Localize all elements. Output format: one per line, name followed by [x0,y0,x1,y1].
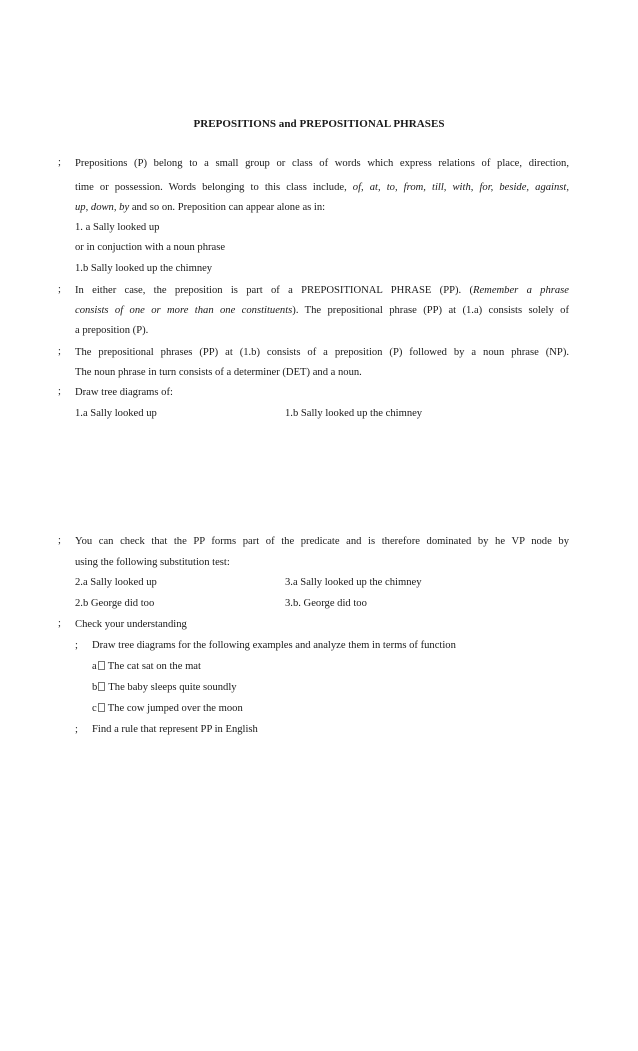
bullet: ; [58,535,61,546]
example-sentence: 1.b Sally looked up the chimney [285,408,423,419]
example-sentence: 1.a Sally looked up [75,408,157,419]
paragraph-line: Find a rule that represent PP in English [92,724,258,735]
checkbox-glyph-icon [98,661,105,670]
paragraph-line: or in conjuction with a noun phrase [75,242,226,253]
bullet: ; [58,346,61,357]
bullet: ; [58,618,61,629]
paragraph-line: consists of one or more than one constituents). The prepositional phrase (PP) at (1.a) consists solely of [75,305,569,316]
example-sentence: 2.b George did too [75,598,155,609]
example-sentence: 1. a Sally looked up [75,222,160,233]
paragraph-line: You can check that the PP forms part of the predicate and is therefore dominated by he VP node by [75,536,569,547]
paragraph-line: Check your understanding [75,619,187,630]
example-sentence: 3.b. George did too [285,598,367,609]
example-sentence: 1.b Sally looked up the chimney [75,263,213,274]
list-item: a The cat sat on the mat [92,661,201,672]
paragraph-line: The noun phrase in turn consists of a determiner (DET) and a noun. [75,367,362,378]
example-sentence: 3.a Sally looked up the chimney [285,577,422,588]
bullet: ; [58,386,61,397]
paragraph-line: Draw tree diagrams for the following examples and analyze them in terms of function [92,640,456,651]
paragraph-line: The prepositional phrases (PP) at (1.b) consists of a preposition (P) followed by a noun phrase (NP). [75,347,569,358]
paragraph-line: using the following substitution test: [75,557,230,568]
list-item: b The baby sleeps quite soundly [92,682,237,693]
bullet: ; [58,284,61,295]
bullet: ; [75,640,78,651]
bullet: ; [75,724,78,735]
page-title: PREPOSITIONS and PREPOSITIONAL PHRASES [193,118,445,130]
paragraph-line: Prepositions (P) belong to a small group or class of words which express relations of place, direction, [75,158,569,169]
paragraph-line: Draw tree diagrams of: [75,387,173,398]
paragraph-line: up, down, by and so on. Preposition can appear alone as in: [75,202,326,213]
paragraph-line: a preposition (P). [75,325,149,336]
bullet: ; [58,157,61,168]
list-item: c The cow jumped over the moon [92,703,243,714]
paragraph-line: time or possession. Words belonging to this class include, of, at, to, from, till, with, for, beside, against, [75,182,569,193]
checkbox-glyph-icon [98,703,105,712]
checkbox-glyph-icon [98,682,105,691]
example-sentence: 2.a Sally looked up [75,577,157,588]
paragraph-line: In either case, the preposition is part of a PREPOSITIONAL PHRASE (PP). (Remember a phrase [75,285,570,296]
